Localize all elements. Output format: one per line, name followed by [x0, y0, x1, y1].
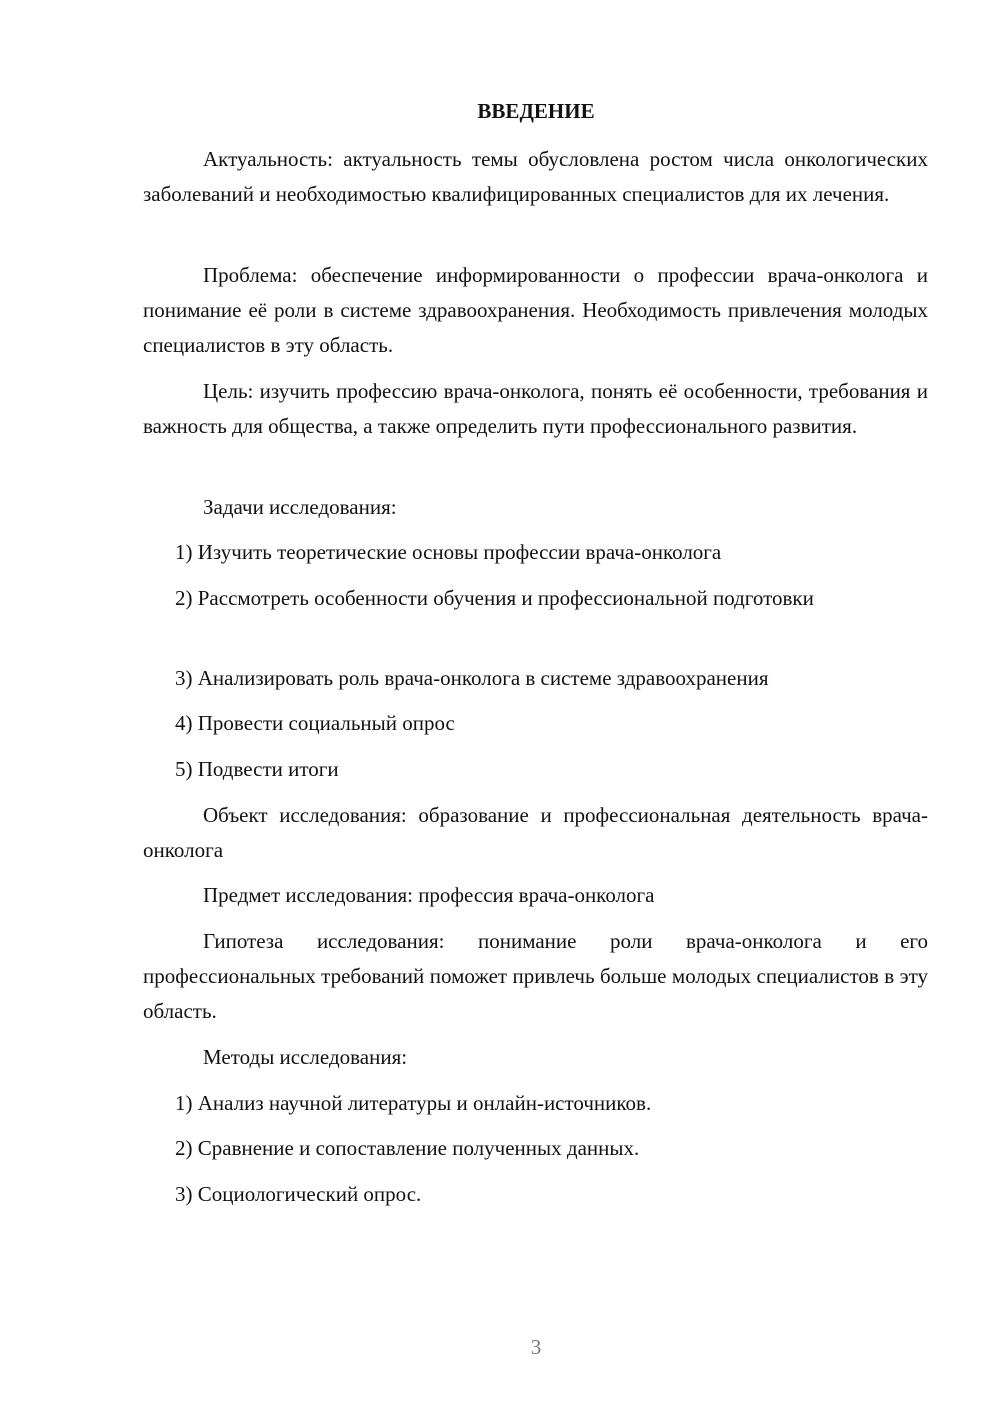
- method-item-3: 3) Социологический опрос.: [175, 1182, 422, 1206]
- method-item-2: 2) Сравнение и сопоставление полученных данных.: [175, 1136, 640, 1160]
- subject-paragraph: Предмет исследования: профессия врача-онколога: [203, 883, 655, 907]
- relevance-paragraph: Актуальность: актуальность темы обусловлена ростом числа онкологических заболеваний и необходимостью квалифицированных специалистов для их лечения.: [143, 147, 928, 206]
- problem-paragraph: Проблема: обеспечение информированности о профессии врача-онколога и понимание её роли в системе здравоохранения. Необходимость привлечения молодых специалистов в эту область.: [143, 263, 928, 357]
- task-item-3: 3) Анализировать роль врача-онколога в системе здравоохранения: [175, 666, 769, 690]
- methods-heading: Методы исследования:: [203, 1045, 408, 1069]
- page-number: 3: [530, 1335, 542, 1359]
- hypothesis-paragraph: Гипотеза исследования: понимание роли врача-онколога и его профессиональных требований поможет привлечь больше молодых специалистов в эту область.: [143, 929, 928, 1023]
- object-paragraph: Объект исследования: образование и профессиональная деятельность врача-онколога: [143, 803, 928, 862]
- task-item-5: 5) Подвести итоги: [175, 757, 339, 781]
- page-title: ВВЕДЕНИЕ: [477, 99, 595, 123]
- tasks-heading: Задачи исследования:: [203, 495, 397, 519]
- task-item-2: 2) Рассмотреть особенности обучения и профессиональной подготовки: [175, 586, 814, 610]
- goal-paragraph: Цель: изучить профессию врача-онколога, понять её особенности, требования и важность для общества, а также определить пути профессионального развития.: [143, 379, 928, 438]
- method-item-1: 1) Анализ научной литературы и онлайн-источников.: [175, 1091, 652, 1115]
- task-item-1: 1) Изучить теоретические основы профессии врача-онколога: [175, 540, 722, 564]
- task-item-4: 4) Провести социальный опрос: [175, 711, 455, 735]
